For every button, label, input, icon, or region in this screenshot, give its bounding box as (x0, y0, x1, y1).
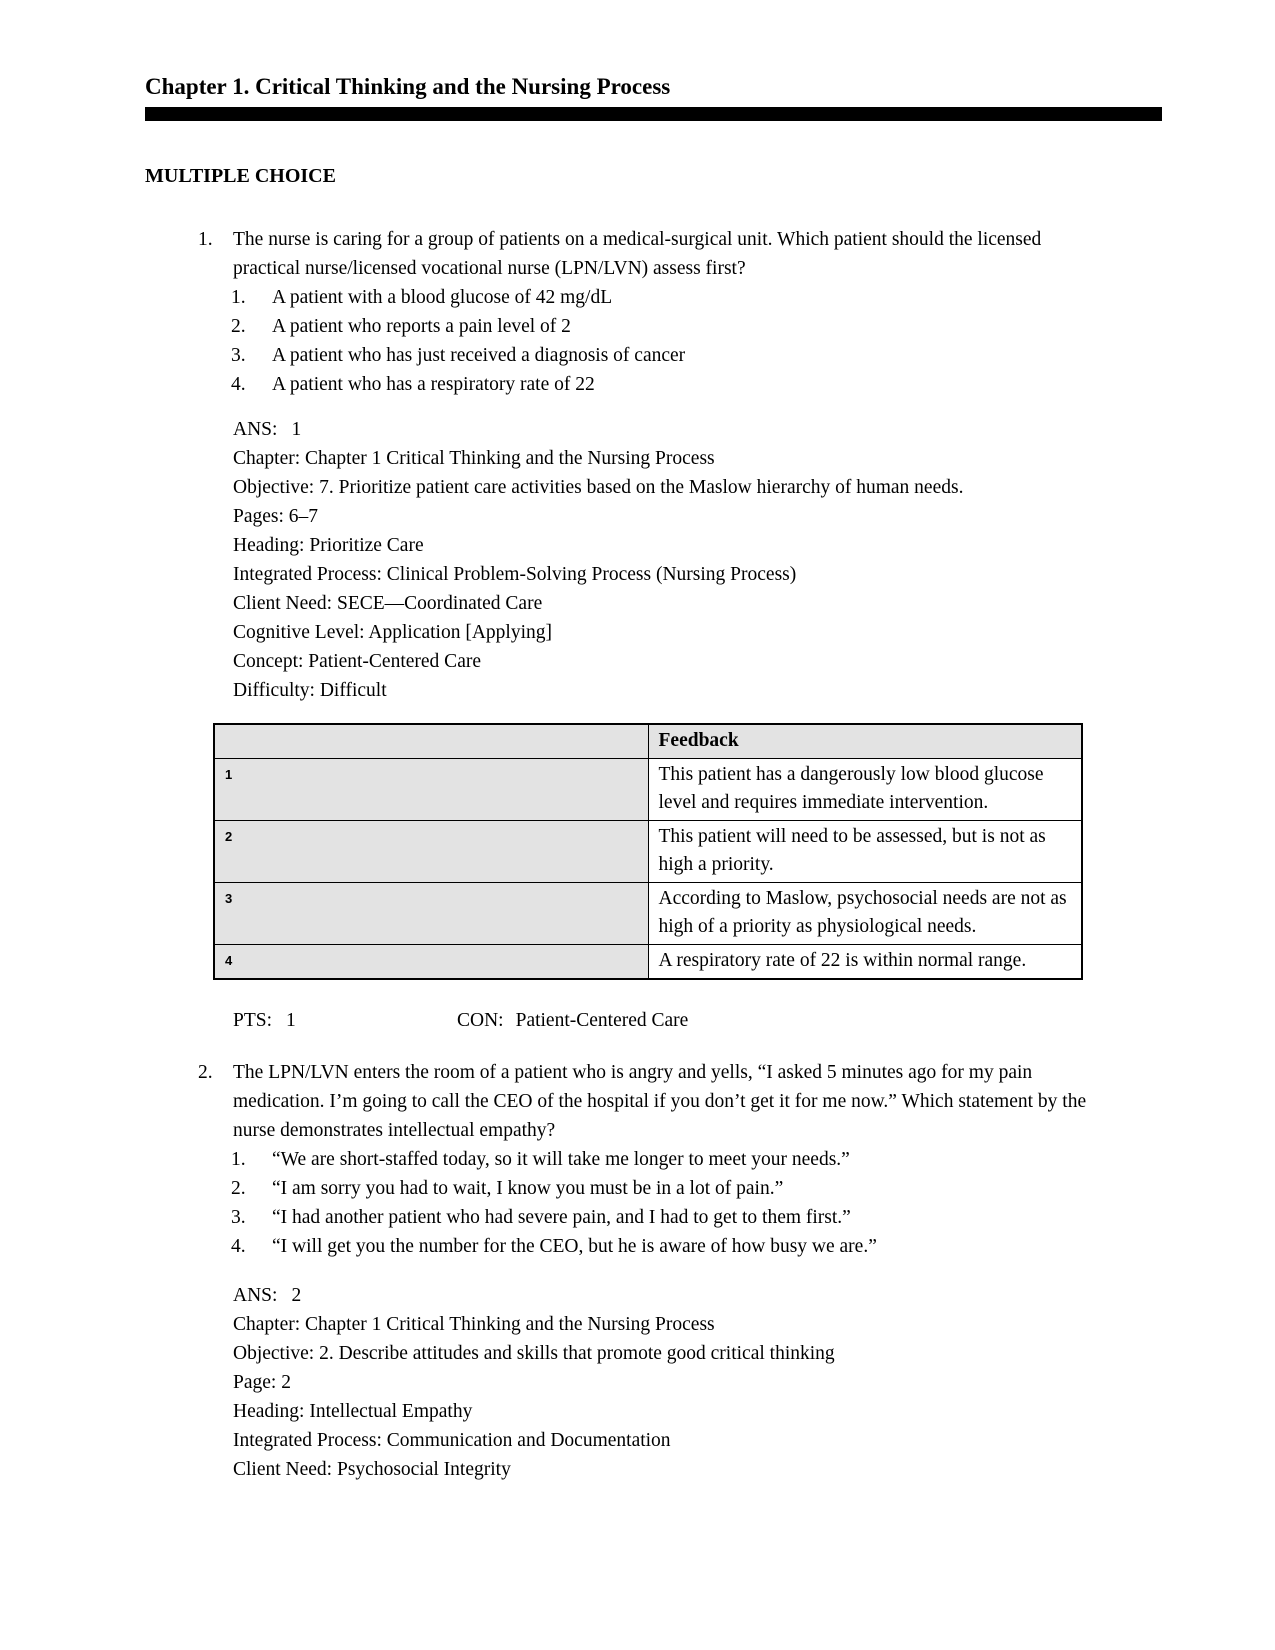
feedback-row-4 (214, 945, 1082, 980)
feedback-row-text: This patient has a dangerously low blood glucose level and requires immediate intervention. (648, 759, 1082, 821)
option-text: A patient who has just received a diagnosis of cancer (272, 345, 686, 366)
meta-line-page: Page: 2 (233, 1372, 291, 1393)
option-text: “I am sorry you had to wait, I know you must be in a lot of pain.” (272, 1178, 784, 1199)
meta-line-heading: Heading: Intellectual Empathy (233, 1401, 473, 1422)
option-number: 4. (231, 1236, 246, 1257)
option-text: “I had another patient who had severe pain, and I had to get to them first.” (272, 1207, 851, 1228)
question-1-stem-row (0, 225, 1275, 283)
question-2-stem: The LPN/LVN enters the room of a patient who is angry and yells, “I asked 5 minutes ago for my pain medication. I’m going to call the CEO of the hospital if you don’t get it for me now.” Which statement by the nurse demonstrates intellectual empathy? (233, 1062, 1087, 1141)
answer-label: ANS: (233, 419, 278, 440)
question-2-option-1 (0, 1145, 1275, 1174)
answer-value: 2 (291, 1285, 302, 1306)
meta-line-integrated-process: Integrated Process: Clinical Problem-Solving Process (Nursing Process) (233, 564, 797, 585)
meta-line-client-need: Client Need: SECE—Coordinated Care (233, 593, 543, 614)
option-number: 1. (231, 287, 246, 308)
pts-label: PTS: (233, 1010, 273, 1031)
feedback-row-text: This patient will need to be assessed, but is not as high a priority. (648, 821, 1082, 883)
con-label: CON: (457, 1010, 504, 1031)
question-2-answer-meta (233, 1281, 1068, 1484)
answer-label: ANS: (233, 1285, 278, 1306)
option-text: “I will get you the number for the CEO, but he is aware of how busy we are.” (272, 1236, 877, 1257)
meta-line-objective: Objective: 2. Describe attitudes and skills that promote good critical thinking (233, 1343, 835, 1364)
meta-line-integrated-process: Integrated Process: Communication and Documentation (233, 1430, 671, 1451)
question-1-number: 1. (198, 229, 213, 250)
answer-line (233, 1281, 1068, 1310)
feedback-row-text: A respiratory rate of 22 is within normal range. (648, 945, 1082, 980)
con-group (457, 1006, 688, 1035)
question-2-option-3 (0, 1203, 1275, 1232)
section-heading: MULTIPLE CHOICE (145, 165, 336, 187)
question-1-option-2 (0, 312, 1275, 341)
feedback-row-3 (214, 883, 1082, 945)
feedback-header-cell: Feedback (648, 724, 1082, 759)
option-text: A patient with a blood glucose of 42 mg/dL (272, 287, 613, 308)
option-number: 2. (231, 1178, 246, 1199)
question-2 (0, 1058, 1275, 1484)
page-title: Chapter 1. Critical Thinking and the Nursing Process (145, 74, 671, 99)
feedback-row-number: 4 (214, 945, 648, 980)
meta-line-objective: Objective: 7. Prioritize patient care activities based on the Maslow hierarchy of human needs. (233, 477, 964, 498)
question-1-option-3 (0, 341, 1275, 370)
question-1 (0, 225, 1275, 1035)
answer-line (233, 415, 1068, 444)
meta-line-chapter: Chapter: Chapter 1 Critical Thinking and the Nursing Process (233, 1314, 715, 1335)
title-underline-rule (145, 107, 1162, 121)
question-2-option-2 (0, 1174, 1275, 1203)
question-2-option-4 (0, 1232, 1275, 1261)
feedback-header-row (214, 724, 1082, 759)
feedback-row-text: According to Maslow, psychosocial needs are not as high of a priority as physiological needs. (648, 883, 1082, 945)
question-1-option-1 (0, 283, 1275, 312)
question-2-number: 2. (198, 1062, 213, 1083)
feedback-row-number: 3 (214, 883, 648, 945)
option-number: 3. (231, 1207, 246, 1228)
option-text: “We are short-staffed today, so it will take me longer to meet your needs.” (272, 1149, 850, 1170)
option-number: 2. (231, 316, 246, 337)
con-value: Patient-Centered Care (515, 1010, 689, 1031)
meta-line-cognitive-level: Cognitive Level: Application [Applying] (233, 622, 552, 643)
question-2-stem-row (0, 1058, 1275, 1145)
meta-line-concept: Concept: Patient-Centered Care (233, 651, 481, 672)
question-1-answer-meta (233, 415, 1068, 705)
feedback-row-1 (214, 759, 1082, 821)
meta-line-pages: Pages: 6–7 (233, 506, 319, 527)
feedback-table (213, 723, 1083, 980)
option-number: 4. (231, 374, 246, 395)
option-number: 3. (231, 345, 246, 366)
meta-line-chapter: Chapter: Chapter 1 Critical Thinking and the Nursing Process (233, 448, 715, 469)
answer-value: 1 (291, 419, 302, 440)
option-text: A patient who has a respiratory rate of 22 (272, 374, 595, 395)
feedback-row-number: 1 (214, 759, 648, 821)
feedback-corner-cell (214, 724, 648, 759)
pts-value: 1 (286, 1010, 296, 1031)
meta-line-heading: Heading: Prioritize Care (233, 535, 424, 556)
pts-con-row (233, 1006, 1275, 1035)
feedback-row-2 (214, 821, 1082, 883)
meta-line-client-need: Client Need: Psychosocial Integrity (233, 1459, 511, 1480)
question-1-stem: The nurse is caring for a group of patients on a medical-surgical unit. Which patient should the licensed practical nurse/licensed vocational nurse (LPN/LVN) assess first? (233, 229, 1042, 279)
option-text: A patient who reports a pain level of 2 (272, 316, 571, 337)
option-number: 1. (231, 1149, 246, 1170)
meta-line-difficulty: Difficulty: Difficult (233, 680, 387, 701)
feedback-row-number: 2 (214, 821, 648, 883)
question-1-option-4 (0, 370, 1275, 399)
